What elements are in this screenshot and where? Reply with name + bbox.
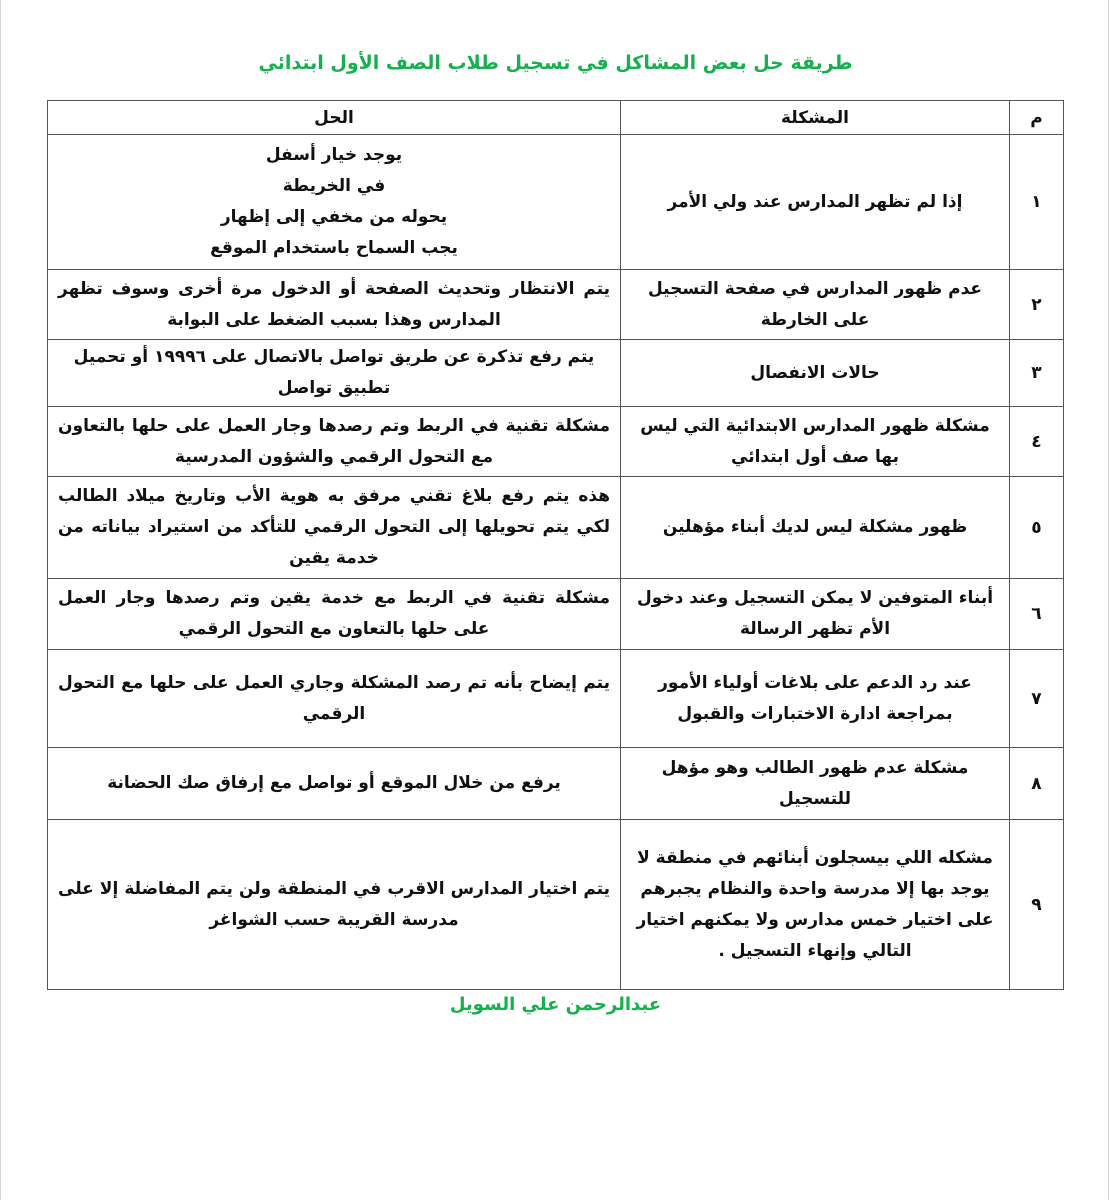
problem-cell: ظهور مشكلة ليس لديك أبناء مؤهلين [621,477,1010,579]
row-number: ٥ [1010,477,1064,579]
row-number: ٤ [1010,407,1064,477]
header-number: م [1010,101,1064,135]
author-signature: عبدالرحمن علي السويل [449,994,662,1015]
solution-cell: مشكلة تقنية في الربط مع خدمة يقين وتم رصدها وجار العمل على حلها بالتعاون مع التحول الرقمي [48,579,621,650]
solution-cell [48,135,621,270]
solution-line: يجب السماح باستخدام الموقع [210,238,458,258]
table-row [48,340,1064,407]
solution-cell: يتم الانتظار وتحديث الصفحة أو الدخول مرة أخرى وسوف تظهر المدارس وهذا بسبب الضغط على البوابة [48,270,621,340]
table-row [48,135,1064,270]
problem-cell: حالات الانفصال [621,340,1010,407]
header-problem: المشكلة [621,101,1010,135]
table-row [48,270,1064,340]
header-row [48,101,1064,135]
row-number: ٩ [1010,820,1064,990]
problem-cell: عند رد الدعم على بلاغات أولياء الأمور بمراجعة ادارة الاختبارات والقبول [621,650,1010,748]
header-solution: الحل [48,101,621,135]
table-header [48,101,1064,135]
row-number: ٣ [1010,340,1064,407]
problem-cell: أبناء المتوفين لا يمكن التسجيل وعند دخول الأم تظهر الرسالة [621,579,1010,650]
solution-cell: يرفع من خلال الموقع أو تواصل مع إرفاق صك الحضانة [48,748,621,820]
table-row [48,820,1064,990]
problem-cell: عدم ظهور المدارس في صفحة التسجيل على الخارطة [621,270,1010,340]
table-row [48,407,1064,477]
problem-cell: إذا لم تظهر المدارس عند ولي الأمر [621,135,1010,270]
document-title: طريقة حل بعض المشاكل في تسجيل طلاب الصف الأول ابتدائي [258,52,853,74]
solution-cell: مشكلة تقنية في الربط وتم رصدها وجار العمل على حلها بالتعاون مع التحول الرقمي والشؤون المدرسية [48,407,621,477]
row-number: ٧ [1010,650,1064,748]
row-number: ٨ [1010,748,1064,820]
solution-line: يوجد خيار أسفل [265,145,403,165]
table-row [48,748,1064,820]
table-row [48,650,1064,748]
solution-cell: يتم اختيار المدارس الاقرب في المنطقة ولن يتم المفاضلة إلا على مدرسة القريبة حسب الشواغر [48,820,621,990]
row-number: ٦ [1010,579,1064,650]
row-number: ١ [1010,135,1064,270]
issues-table [47,100,1064,990]
solution-cell: هذه يتم رفع بلاغ تقني مرفق به هوية الأب وتاريخ ميلاد الطالب لكي يتم تحويلها إلى التحول الرقمي للتأكد من استيراد بياناته من خدمة يقين [48,477,621,579]
problem-cell: مشكلة عدم ظهور الطالب وهو مؤهل للتسجيل [621,748,1010,820]
solution-cell: يتم إيضاح بأنه تم رصد المشكلة وجاري العمل على حلها مع التحول الرقمي [48,650,621,748]
solution-line: يحوله من مخفي إلى إظهار [220,207,448,227]
solution-line: في الخريطة [282,176,386,196]
table-row [48,477,1064,579]
solution-cell: يتم رفع تذكرة عن طريق تواصل بالاتصال على ١٩٩٩٦ أو تحميل تطبيق تواصل [48,340,621,407]
problem-cell: مشكله اللي بيسجلون أبنائهم في منطقة لا يوجد بها إلا مدرسة واحدة والنظام يجبرهم على اختيار خمس مدارس ولا يمكنهم اختيار التالي وإنهاء التسجيل . [621,820,1010,990]
problem-cell: مشكلة ظهور المدارس الابتدائية التي ليس بها صف أول ابتدائي [621,407,1010,477]
table-body [48,135,1064,990]
row-number: ٢ [1010,270,1064,340]
table-row [48,579,1064,650]
